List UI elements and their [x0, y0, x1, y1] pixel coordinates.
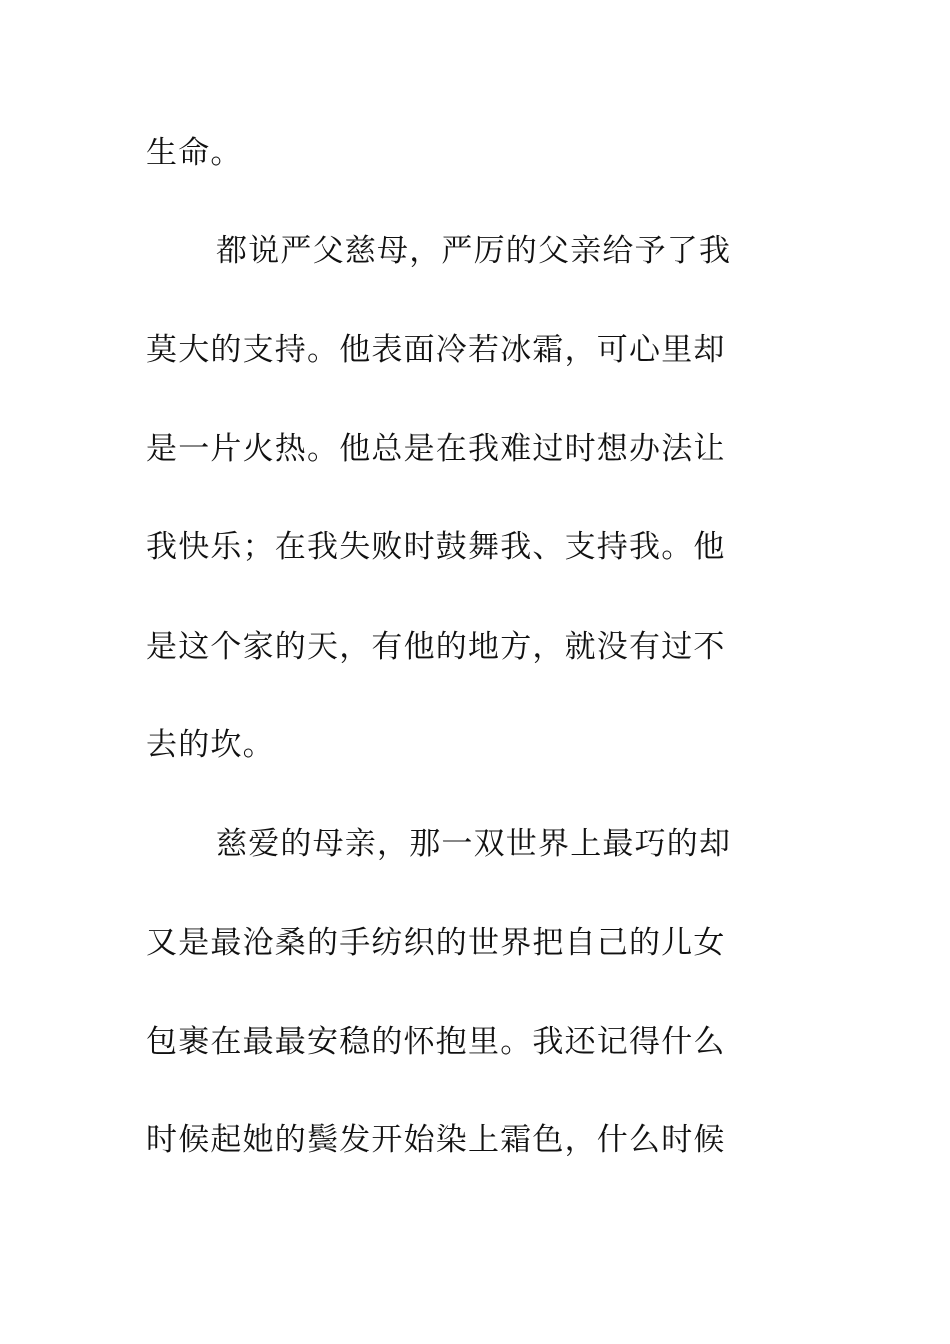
text-line: 包裹在最最安稳的怀抱里。我还记得什么 — [146, 1024, 726, 1060]
text-line: 是这个家的天，有他的地方，就没有过不 — [146, 629, 726, 665]
text-line: 又是最沧桑的手纺织的世界把自己的儿女 — [146, 925, 726, 961]
text-line: 是一片火热。他总是在我难过时想办法让 — [146, 431, 726, 467]
text-line: 时候起她的鬓发开始染上霜色，什么时候 — [146, 1122, 726, 1158]
paragraph-first-line: 都说严父慈母，严厉的父亲给予了我 — [216, 233, 732, 269]
text-line: 莫大的支持。他表面冷若冰霜，可心里却 — [146, 332, 726, 368]
text-line: 生命。 — [146, 135, 243, 171]
text-line: 我快乐；在我失败时鼓舞我、支持我。他 — [146, 529, 726, 565]
paragraph-first-line: 慈爱的母亲，那一双世界上最巧的却 — [216, 826, 732, 862]
text-line: 去的坎。 — [146, 727, 275, 763]
